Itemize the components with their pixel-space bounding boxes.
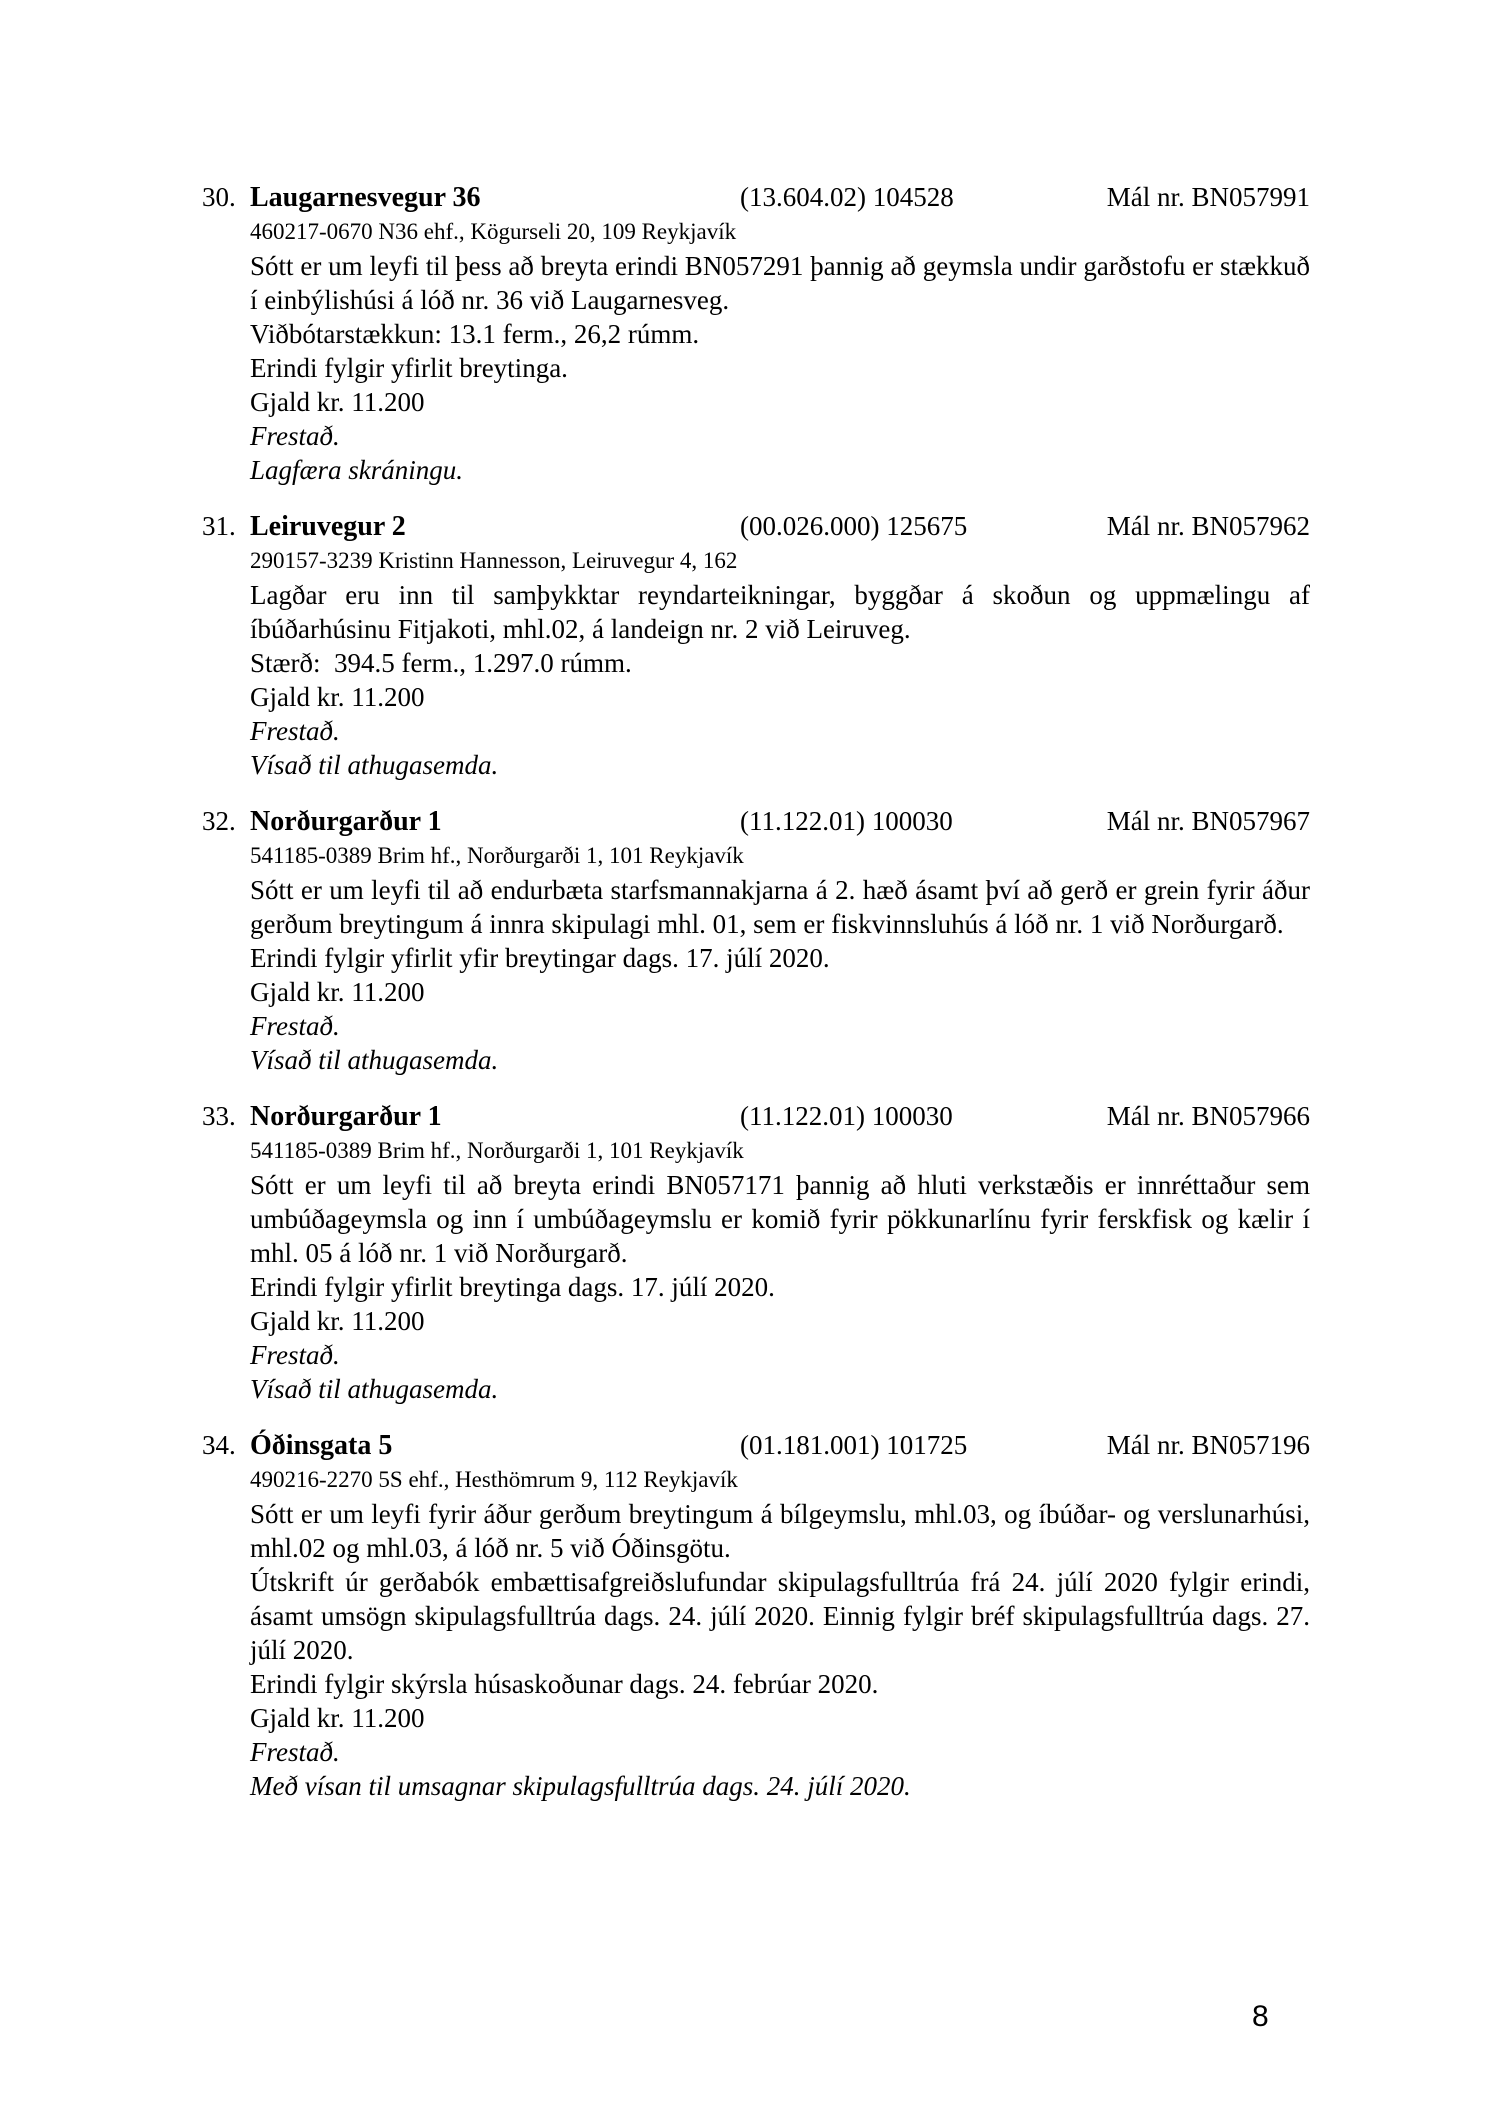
- item-plot-code: (11.122.01) 100030: [740, 806, 953, 836]
- item-body: [250, 1134, 1317, 1406]
- item-owner-line: 490216-2270 5S ehf., Hesthömrum 9, 112 Reykjavík: [250, 1467, 738, 1492]
- item-address-title: Leiruvegur 2: [250, 511, 406, 542]
- item-body: [250, 839, 1317, 1077]
- item-header: [202, 180, 1310, 215]
- item-number: 33.: [202, 1101, 236, 1131]
- item-case-number: Mál nr. BN057196: [1106, 1430, 1310, 1460]
- agenda-item: [202, 804, 1317, 1077]
- item-owner-line: 541185-0389 Brim hf., Norðurgarði 1, 101 Reykjavík: [250, 1138, 744, 1163]
- item-paragraph: Gjald kr. 11.200: [250, 387, 425, 417]
- agenda-item: [202, 1099, 1317, 1406]
- item-paragraph: Sótt er um leyfi til að breyta erindi BN057171 þannig að hluti verkstæðis er innréttaður sem umbúðageymsla og inn í umbúðageymslu er komið fyrir pökkunarlínu fyrir ferskfisk og kælir í mhl. 05 á lóð nr. 1 við Norðurgarð.: [250, 1170, 1317, 1268]
- item-paragraph: Vísað til athugasemda.: [250, 1374, 499, 1404]
- item-paragraph: Frestað.: [250, 1011, 340, 1041]
- item-address-title: Óðinsgata 5: [250, 1430, 393, 1461]
- item-paragraph: Frestað.: [250, 1737, 340, 1767]
- item-header: [202, 1428, 1310, 1463]
- item-paragraph: Sótt er um leyfi til að endurbæta starfsmannakjarna á 2. hæð ásamt því að gerð er grein fyrir áður gerðum breytingum á innra skipulagi mhl. 01, sem er fiskvinnsluhús á lóð nr. 1 við Norðurgarð.: [250, 875, 1317, 939]
- item-paragraph: Útskrift úr gerðabók embættisafgreiðslufundar skipulagsfulltrúa frá 24. júlí 2020 fylgir erindi, ásamt umsögn skipulagsfulltrúa dags. 24. júlí 2020. Einnig fylgir bréf skipulagsfulltrúa dags. 27. júlí 2020.: [250, 1567, 1317, 1665]
- item-owner-line: 541185-0389 Brim hf., Norðurgarði 1, 101 Reykjavík: [250, 843, 744, 868]
- item-paragraph: Erindi fylgir yfirlit breytinga.: [250, 353, 568, 383]
- item-paragraph: Frestað.: [250, 716, 340, 746]
- item-paragraph: Vísað til athugasemda.: [250, 1045, 499, 1075]
- item-paragraph: Gjald kr. 11.200: [250, 1703, 425, 1733]
- item-body: [250, 544, 1317, 782]
- item-case-number: Mál nr. BN057966: [1106, 1101, 1310, 1131]
- item-paragraph: Gjald kr. 11.200: [250, 1306, 425, 1336]
- item-paragraph: Með vísan til umsagnar skipulagsfulltrúa dags. 24. júlí 2020.: [250, 1771, 911, 1801]
- item-paragraph: Gjald kr. 11.200: [250, 682, 425, 712]
- item-paragraph: Erindi fylgir skýrsla húsaskoðunar dags. 24. febrúar 2020.: [250, 1669, 879, 1699]
- item-header: [202, 509, 1310, 544]
- item-paragraph: Vísað til athugasemda.: [250, 750, 499, 780]
- item-number: 31.: [202, 511, 236, 541]
- item-paragraph: Frestað.: [250, 421, 340, 451]
- item-owner-line: 290157-3239 Kristinn Hannesson, Leiruvegur 4, 162: [250, 548, 738, 573]
- document-body: [202, 180, 1317, 1825]
- item-paragraph: Sótt er um leyfi til þess að breyta erindi BN057291 þannig að geymsla undir garðstofu er stækkuð í einbýlishúsi á lóð nr. 36 við Laugarnesveg.: [250, 251, 1317, 315]
- item-plot-code: (13.604.02) 104528: [740, 182, 954, 212]
- item-address-title: Laugarnesvegur 36: [250, 182, 481, 213]
- item-paragraph: Erindi fylgir yfirlit breytinga dags. 17. júlí 2020.: [250, 1272, 775, 1302]
- agenda-item: [202, 1428, 1317, 1803]
- item-case-number: Mál nr. BN057967: [1106, 806, 1310, 836]
- item-paragraph: Erindi fylgir yfirlit yfir breytingar dags. 17. júlí 2020.: [250, 943, 830, 973]
- item-paragraph: Viðbótarstækkun: 13.1 ferm., 26,2 rúmm.: [250, 319, 700, 349]
- item-paragraph: Frestað.: [250, 1340, 340, 1370]
- item-owner-line: 460217-0670 N36 ehf., Kögurseli 20, 109 Reykjavík: [250, 219, 737, 244]
- item-paragraph: Lagðar eru inn til samþykktar reyndarteikningar, byggðar á skoðun og uppmælingu af íbúðarhúsinu Fitjakoti, mhl.02, á landeign nr. 2 við Leiruveg.: [250, 580, 1317, 644]
- item-paragraph: Sótt er um leyfi fyrir áður gerðum breytingum á bílgeymslu, mhl.03, og íbúðar- og verslunarhúsi, mhl.02 og mhl.03, á lóð nr. 5 við Óðinsgötu.: [250, 1499, 1317, 1563]
- item-number: 32.: [202, 806, 236, 836]
- item-body: [250, 215, 1317, 487]
- agenda-item: [202, 180, 1317, 487]
- item-case-number: Mál nr. BN057991: [1106, 182, 1310, 212]
- item-paragraph: Lagfæra skráningu.: [250, 455, 464, 485]
- item-plot-code: (01.181.001) 101725: [740, 1430, 968, 1460]
- item-header: [202, 1099, 1310, 1134]
- item-paragraph: Gjald kr. 11.200: [250, 977, 425, 1007]
- item-plot-code: (00.026.000) 125675: [740, 511, 968, 541]
- item-number: 34.: [202, 1430, 236, 1460]
- item-address-title: Norðurgarður 1: [250, 806, 442, 837]
- item-case-number: Mál nr. BN057962: [1106, 511, 1310, 541]
- item-address-title: Norðurgarður 1: [250, 1101, 442, 1132]
- item-body: [250, 1463, 1317, 1803]
- agenda-item: [202, 509, 1317, 782]
- item-number: 30.: [202, 182, 236, 212]
- page-number: 8: [1252, 2000, 1269, 2033]
- item-plot-code: (11.122.01) 100030: [740, 1101, 953, 1131]
- item-header: [202, 804, 1310, 839]
- item-paragraph: Stærð: 394.5 ferm., 1.297.0 rúmm.: [250, 648, 632, 678]
